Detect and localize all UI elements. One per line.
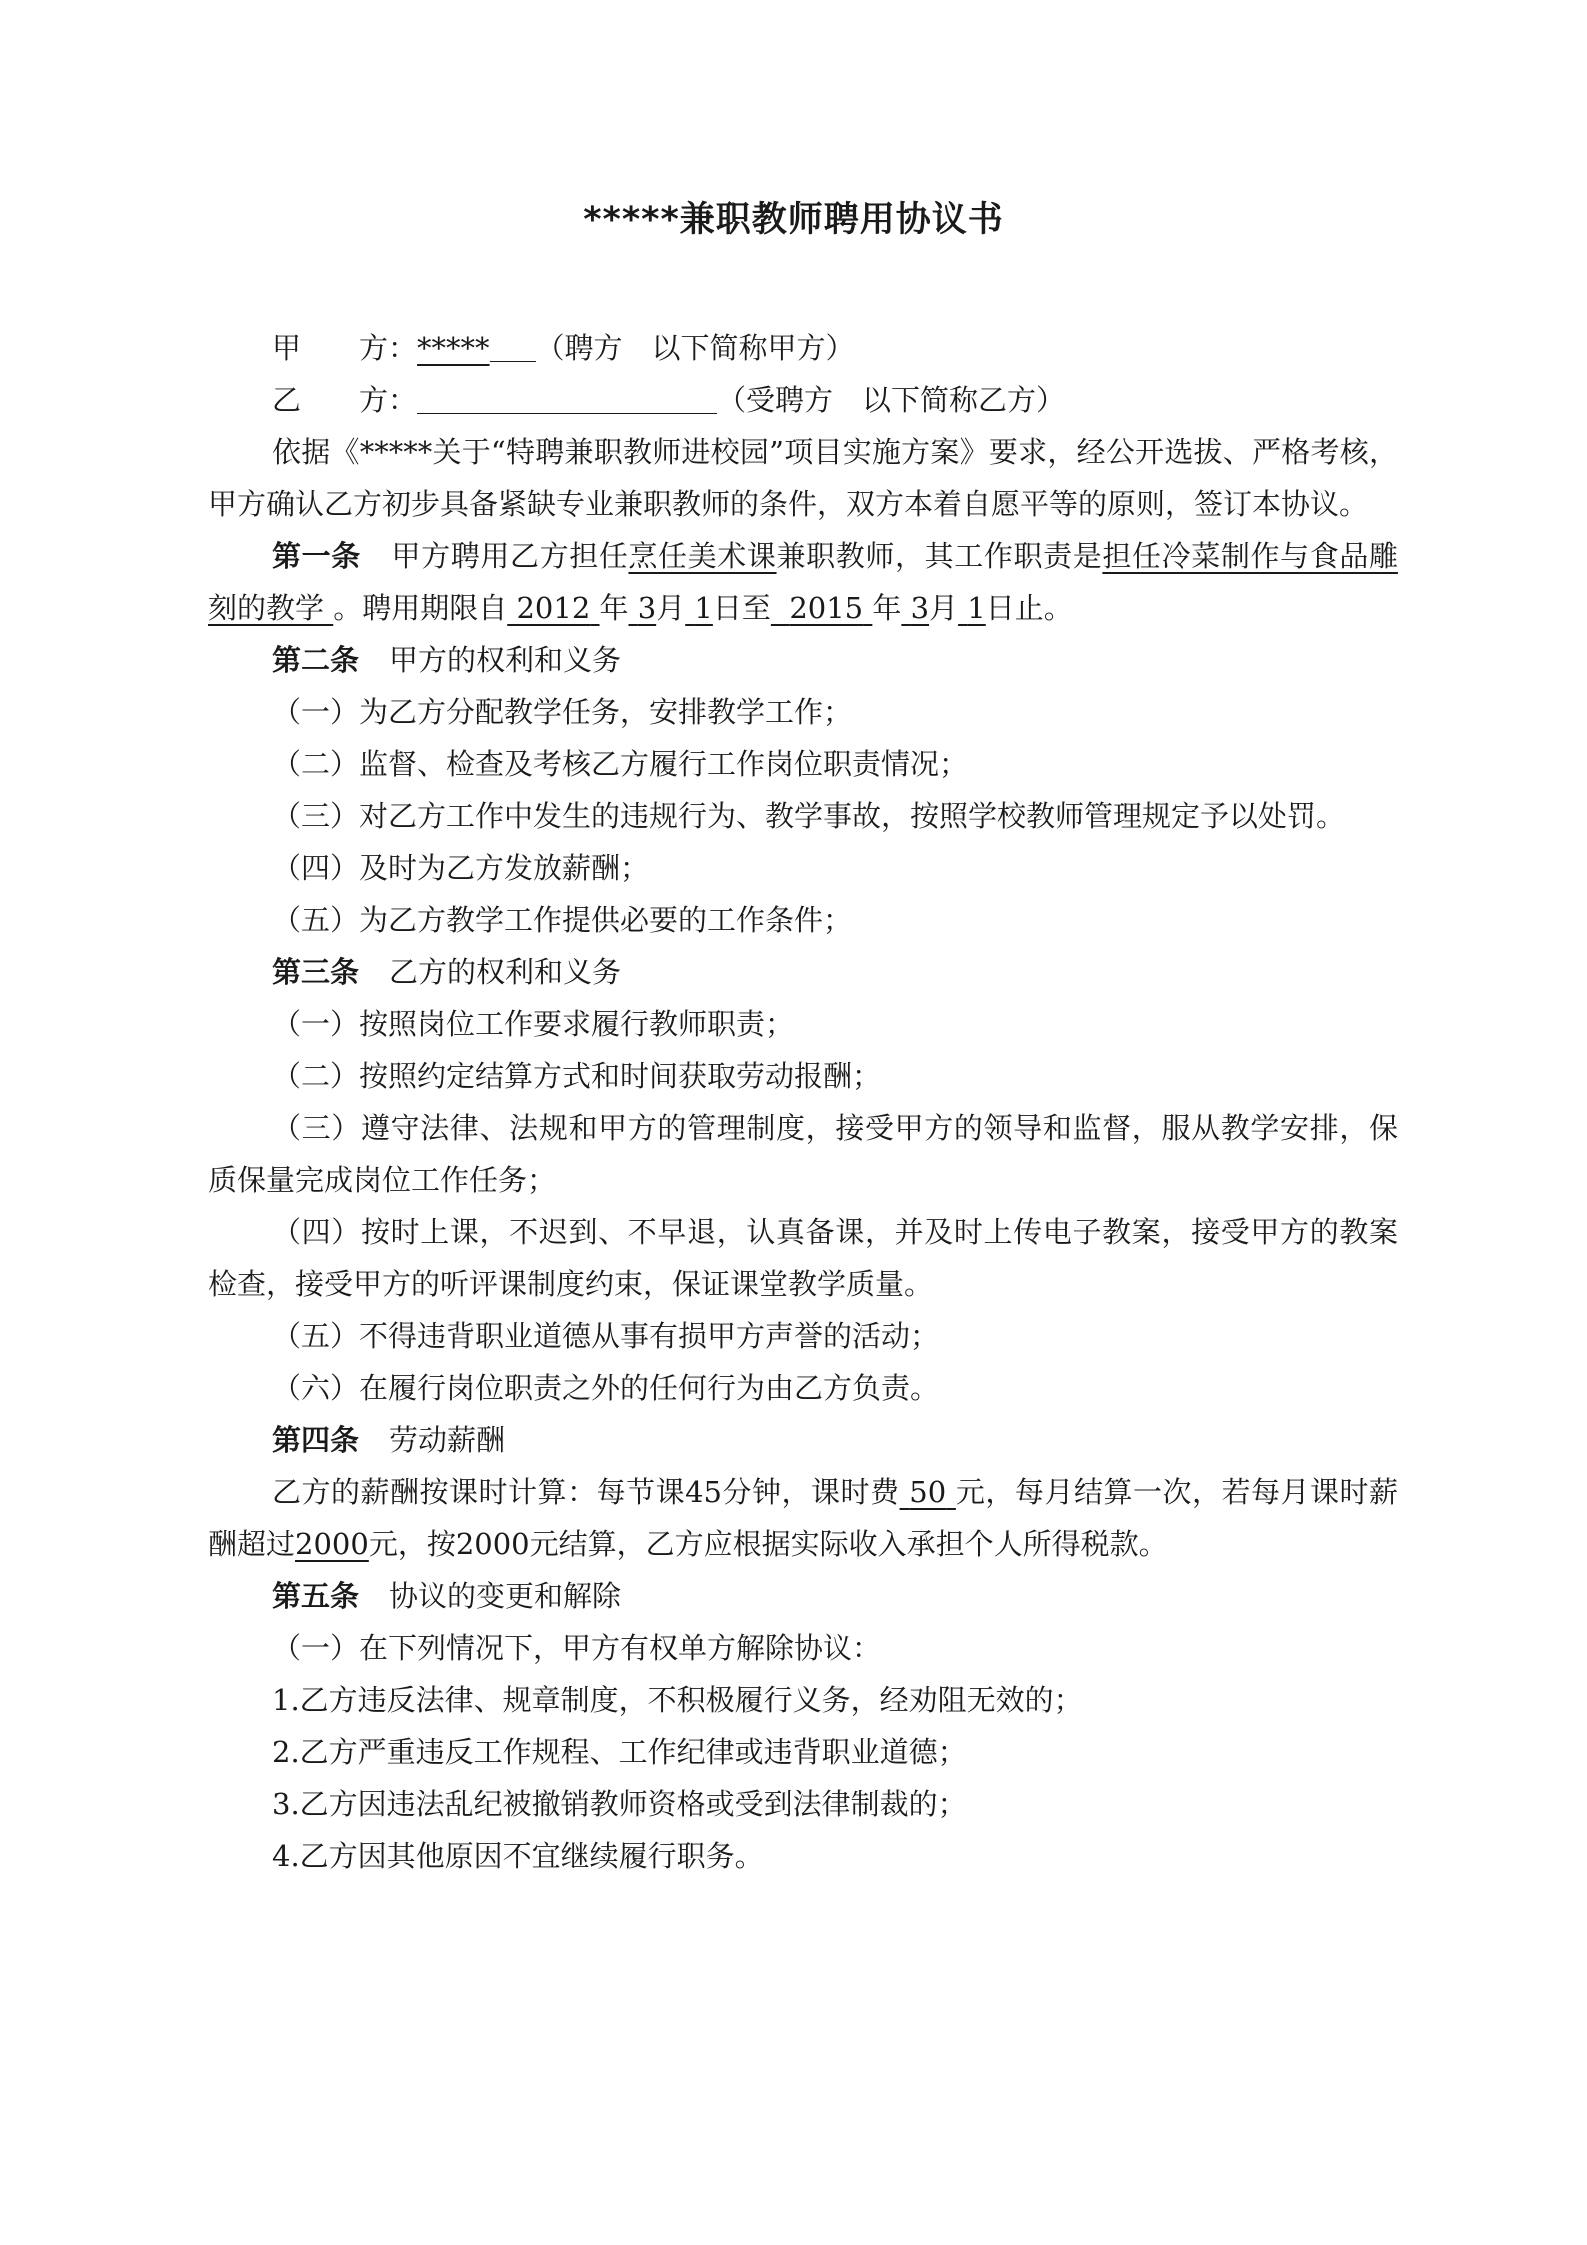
article-5-heading: 第五条 xyxy=(272,1579,360,1613)
party-a-note: （聘方 以下简称甲方） xyxy=(535,331,855,365)
article-1: 第一条 甲方聘用乙方担任烹任美术课兼职教师，其工作职责是担任冷菜制作与食品雕刻的教学 。聘用期限自 2012 年 3月 1日至 2015 年 3月 1日止。 xyxy=(208,539,1398,625)
party-a-value: ***** xyxy=(417,331,490,365)
article-3-item: （一）按照岗位工作要求履行教师职责； xyxy=(272,1007,795,1041)
article-5-item: 3.乙方因违法乱纪被撤销教师资格或受到法律制裁的； xyxy=(272,1787,967,1821)
article-3-item: （五）不得违背职业道德从事有损甲方声誉的活动； xyxy=(272,1319,940,1353)
start-day: 1 xyxy=(694,591,713,625)
start-month: 3 xyxy=(637,591,657,625)
document-title: *****兼职教师聘用协议书 xyxy=(583,200,1004,240)
article-2-item: （五）为乙方教学工作提供必要的工作条件； xyxy=(272,903,853,937)
preamble: 依据《*****关于“特聘兼职教师进校园”项目实施方案》要求，经公开选拔、严格考核，甲方确认乙方初步具备紧缺专业兼职教师的条件，双方本着自愿平等的原则，签订本协议。 xyxy=(208,435,1398,521)
article-5-heading-line: 第五条 协议的变更和解除 xyxy=(272,1579,622,1613)
article-2-heading-line: 第二条 甲方的权利和义务 xyxy=(272,643,622,677)
lesson-fee: 50 xyxy=(909,1475,947,1509)
end-month: 3 xyxy=(910,591,930,625)
article-3-item: （二）按照约定结算方式和时间获取劳动报酬； xyxy=(272,1059,882,1093)
party-b-note: （受聘方 以下简称乙方） xyxy=(717,383,1066,417)
article-3-heading-line: 第三条 乙方的权利和义务 xyxy=(272,955,622,989)
article-2-item: （三）对乙方工作中发生的违规行为、教学事故，按照学校教师管理规定予以处罚。 xyxy=(272,799,1346,833)
article-3-item: （三）遵守法律、法规和甲方的管理制度，接受甲方的领导和监督，服从教学安排，保质保量完成岗位工作任务； xyxy=(208,1111,1398,1197)
article-3-heading: 第三条 xyxy=(272,955,360,989)
party-a-line: 甲 方：***** （聘方 以下简称甲方） xyxy=(208,322,1398,374)
article-2-heading: 第二条 xyxy=(272,643,360,677)
end-year: 2015 xyxy=(789,591,864,625)
end-day: 1 xyxy=(967,591,986,625)
article-5-item: 1.乙方违反法律、规章制度，不积极履行义务，经劝阻无效的； xyxy=(272,1683,1083,1717)
fee-cap: 2000 xyxy=(295,1527,369,1561)
duty-text: 担任冷菜制作与食品雕刻的教学 xyxy=(208,539,1398,625)
article-2-item: （一）为乙方分配教学任务，安排教学工作； xyxy=(272,695,853,729)
article-1-heading: 第一条 xyxy=(272,539,361,573)
article-5-item: 4.乙方因其他原因不宜继续履行职务。 xyxy=(272,1839,764,1873)
article-5-intro: （一）在下列情况下，甲方有权单方解除协议： xyxy=(272,1631,882,1665)
start-year: 2012 xyxy=(516,591,591,625)
party-b-value xyxy=(417,379,717,414)
party-b-line: 乙 方： （受聘方 以下简称乙方） xyxy=(208,374,1398,426)
article-2-item: （四）及时为乙方发放薪酬； xyxy=(272,851,650,885)
article-2-item: （二）监督、检查及考核乙方履行工作岗位职责情况； xyxy=(272,747,969,781)
article-5-item: 2.乙方严重违反工作规程、工作纪律或违背职业道德； xyxy=(272,1735,967,1769)
article-4-text: 乙方的薪酬按课时计算：每节课45分钟，课时费 50 元，每月结算一次，若每月课时薪酬超过2000元，按2000元结算，乙方应根据实际收入承担个人所得税款。 xyxy=(208,1475,1399,1561)
article-4-heading-line: 第四条 劳动薪酬 xyxy=(272,1423,506,1457)
article-3-item: （六）在履行岗位职责之外的任何行为由乙方负责。 xyxy=(272,1371,940,1405)
article-3-item: （四）按时上课，不迟到、不早退，认真备课，并及时上传电子教案，接受甲方的教案检查，接受甲方的听评课制度约束，保证课堂教学质量。 xyxy=(208,1215,1398,1301)
course-name: 烹任美术课 xyxy=(628,539,777,573)
document-body xyxy=(208,322,1398,1882)
article-4-heading: 第四条 xyxy=(272,1423,360,1457)
